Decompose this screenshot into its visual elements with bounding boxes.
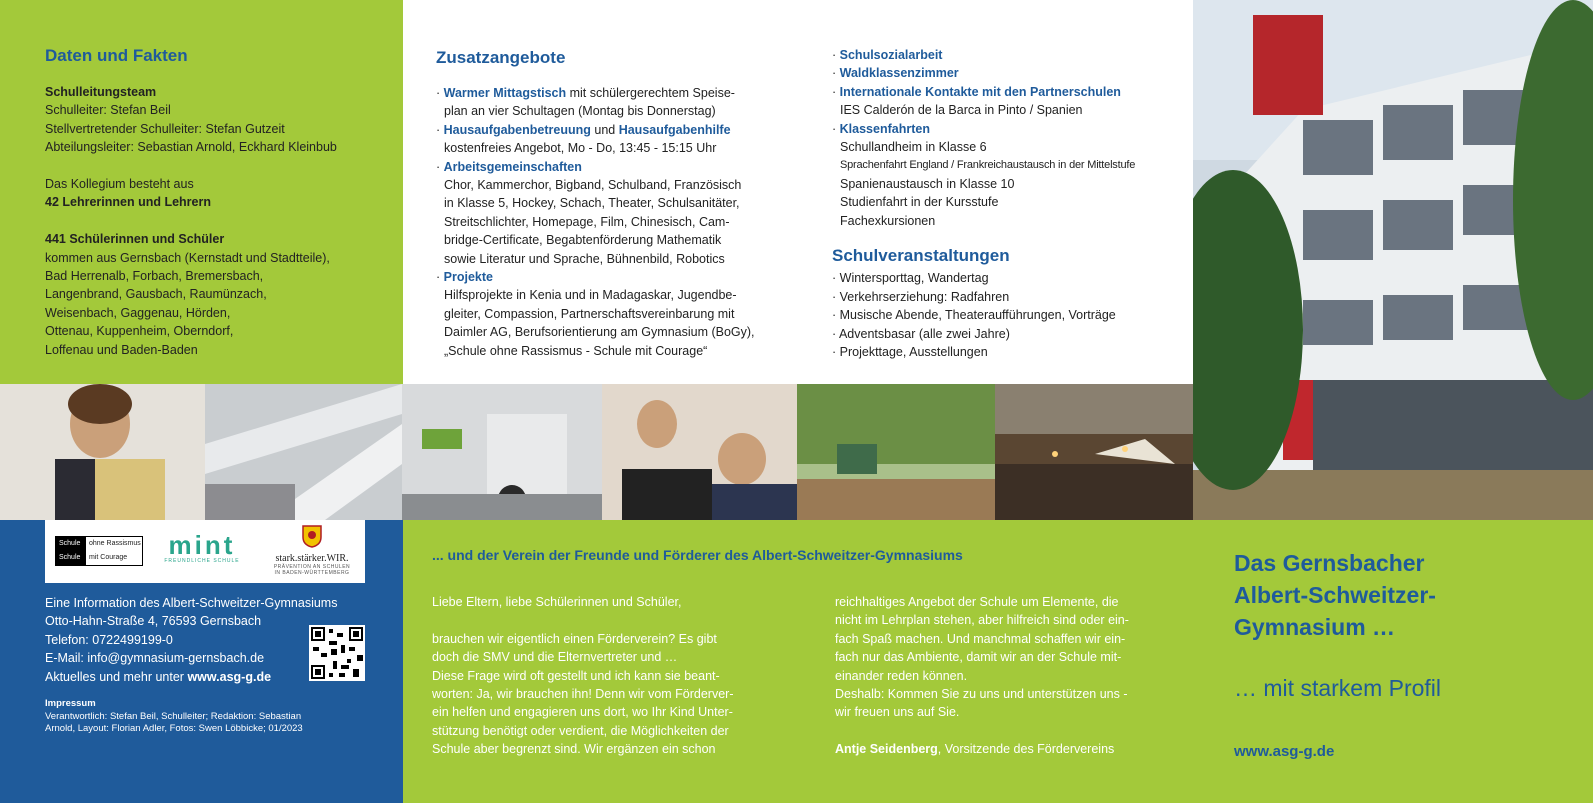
impressum-line: Arnold, Layout: Florian Adler, Fotos: Swen Löbbicke; 01/2023	[45, 723, 303, 734]
signature: Antje Seidenberg, Vorsitzende des Fördervereins	[835, 742, 1115, 757]
event-item: · Projekttage, Ausstellungen	[832, 345, 988, 360]
greeting: Liebe Eltern, liebe Schülerinnen und Schüler,	[432, 595, 682, 609]
partner-school: IES Calderón de la Barca in Pinto / Spanien	[840, 103, 1083, 118]
events-title: Schulveranstaltungen	[832, 246, 1010, 266]
offers-title: Zusatzangebote	[436, 48, 566, 67]
project-line: gleiter, Compassion, Partnerschaftsvereinbarung mit	[444, 306, 735, 321]
paragraph-line: fach nur das Ambiente, damit wir an der Schule mit-	[835, 650, 1122, 665]
offer-item: · Warmer Mittagstisch mit schülergerechtem Speise-	[436, 86, 735, 100]
leader-line: Stellvertretender Schulleiter: Stefan Gutzeit	[45, 121, 285, 136]
photo-robotics	[402, 384, 602, 520]
offer-item: · Projekte	[436, 270, 493, 285]
phone[interactable]: Telefon: 0722499199-0	[45, 632, 173, 647]
school-building-photo	[1193, 0, 1593, 520]
paragraph-line: wir freuen uns auf Sie.	[835, 705, 960, 720]
cover-title-line: Das Gernsbacher	[1234, 550, 1425, 576]
offer-detail: plan an vier Schultagen (Montag bis Donnerstag)	[444, 104, 716, 119]
town-line: Weisenbach, Gaggenau, Hörden,	[45, 305, 231, 320]
offer-item: · Klassenfahrten	[832, 121, 930, 136]
ag-line: sowie Literatur und Sprache, Bühnenbild, Robotics	[444, 251, 725, 266]
website-line: Aktuelles und mehr unter www.asg-g.de	[45, 669, 272, 684]
staff-count: 42 Lehrerinnen und Lehrern	[45, 195, 212, 210]
schule-ohne-rassismus-logo: Schule ohne Rassismus Schule mit Courage	[55, 536, 143, 566]
impressum-line: Verantwortlich: Stefan Beil, Schulleiter; Redaktion: Sebastian	[45, 710, 302, 722]
coat-of-arms-icon	[301, 524, 323, 548]
trip-line: Schullandheim in Klasse 6	[840, 140, 987, 155]
qr-code[interactable]	[309, 625, 365, 681]
ag-line: bridge-Certificate, Begabtenförderung Mathematik	[444, 233, 722, 248]
cover-title-line: Albert-Schweitzer-	[1234, 582, 1436, 608]
cover-subtitle: … mit starkem Profil	[1234, 675, 1442, 701]
paragraph-line: stützung benötigt oder verdient, die Möglichkeiten der	[432, 723, 729, 738]
mint-logo: mint FREUNDLICHE SCHULE	[164, 530, 240, 564]
project-line: Hilfsprojekte in Kenia und in Madagaskar, Jugendbe-	[444, 288, 737, 303]
contact-panel	[0, 520, 403, 803]
project-line: Daimler AG, Berufsorientierung am Gymnasium (BoGy),	[444, 325, 755, 340]
paragraph-line: doch die SMV und die Elternvertreter und …	[432, 650, 678, 665]
logo-box	[45, 520, 365, 583]
event-item: · Musische Abende, Theateraufführungen, Vorträge	[832, 308, 1116, 323]
photo-stairwell	[205, 384, 402, 520]
offer-detail: kostenfreies Angebot, Mo - Do, 13:45 - 15:15 Uhr	[444, 141, 717, 156]
photo-advent-bazaar	[995, 384, 1193, 520]
paragraph-line: brauchen wir eigentlich einen Förderverein? Es gibt	[432, 631, 717, 646]
trip-line: Fachexkursionen	[840, 213, 936, 228]
offers-panel	[403, 0, 1193, 384]
paragraph-line: Diese Frage wird oft gestellt und ich kann sie beant-	[432, 668, 720, 683]
paragraph-line: einander reden können.	[835, 668, 968, 683]
offer-item: · Hausaufgabenbetreuung und Hausaufgabenhilfe	[436, 122, 731, 137]
student-count: 441 Schülerinnen und Schüler	[45, 232, 225, 247]
paragraph-line: reichhaltiges Angebot der Schule um Elemente, die	[835, 595, 1119, 609]
info-line: Eine Information des Albert-Schweitzer-Gymnasiums	[45, 596, 338, 610]
leader-line: Abteilungsleiter: Sebastian Arnold, Eckhard Kleinbub	[45, 140, 337, 155]
ag-line: Chor, Kammerchor, Bigband, Schulband, Französisch	[444, 178, 742, 193]
paragraph-line: Schule aber begrenzt sind. Wir ergänzen ein schon	[432, 742, 716, 757]
leader-line: Schulleiter: Stefan Beil	[45, 103, 171, 118]
town-line: kommen aus Gernsbach (Kernstadt und Stadtteile),	[45, 250, 330, 265]
impressum-title: Impressum	[45, 698, 96, 709]
event-item: · Wintersporttag, Wandertag	[832, 271, 989, 286]
ag-line: in Klasse 5, Hockey, Schach, Theater, Schulsanitäter,	[444, 196, 740, 211]
trip-line: Sprachenfahrt England / Frankreichaustausch in der Mittelstufe	[840, 159, 1136, 172]
town-line: Ottenau, Kuppenheim, Oberndorf,	[45, 324, 234, 339]
stark-staerker-wir-logo: stark.stärker.WIR. PRÄVENTION AN SCHULEN IN BADEN-WÜRTTEMBERG	[263, 524, 361, 576]
paragraph-line: fach Spaß machen. Und manchmal schaffen wir ein-	[835, 631, 1126, 646]
cover-website-link[interactable]: www.asg-g.de	[1234, 743, 1335, 760]
cover-panel	[1193, 520, 1593, 803]
photo-students-tablet	[602, 384, 797, 520]
leadership-heading: Schulleitungsteam	[45, 85, 157, 99]
facts-panel	[0, 0, 403, 384]
verein-panel	[403, 520, 1193, 803]
event-item: · Adventsbasar (alle zwei Jahre)	[832, 326, 1010, 341]
offer-item: · Waldklassenzimmer	[832, 66, 959, 81]
trip-line: Spanienaustausch in Klasse 10	[840, 176, 1015, 191]
address: Otto-Hahn-Straße 4, 76593 Gernsbach	[45, 614, 262, 629]
paragraph-line: worten: Ja, wir brauchen ihn! Denn wir vom Förderver-	[432, 687, 734, 702]
paragraph-line: Deshalb: Kommen Sie zu uns und unterstützen uns -	[835, 687, 1128, 702]
email[interactable]: E-Mail: info@gymnasium-gernsbach.de	[45, 651, 265, 666]
photo-forest-classroom	[797, 384, 995, 520]
offer-item: · Internationale Kontakte mit den Partnerschulen	[832, 84, 1121, 99]
staff-intro: Das Kollegium besteht aus	[45, 177, 194, 192]
cover-title-line: Gymnasium …	[1234, 614, 1396, 640]
offer-item: · Schulsozialarbeit	[832, 48, 943, 62]
project-line: „Schule ohne Rassismus - Schule mit Courage“	[444, 343, 708, 358]
offer-item: · Arbeitsgemeinschaften	[436, 159, 582, 174]
town-line: Bad Herrenalb, Forbach, Bremersbach,	[45, 269, 264, 284]
event-item: · Verkehrserziehung: Radfahren	[832, 289, 1010, 304]
town-line: Loffenau und Baden-Baden	[45, 342, 198, 357]
paragraph-line: nicht im Lehrplan stehen, aber hilfreich sind oder ein-	[835, 613, 1129, 628]
verein-title: ... und der Verein der Freunde und Förderer des Albert-Schweitzer-Gymnasiums	[432, 547, 963, 563]
trip-line: Studienfahrt in der Kursstufe	[840, 195, 999, 210]
website-link[interactable]: www.asg-g.de	[187, 669, 272, 684]
facts-title: Daten und Fakten	[45, 46, 188, 65]
paragraph-line: ein helfen und engagieren uns dort, wo Ihr Kind Unter-	[432, 705, 733, 720]
ag-line: Streitschlichter, Homepage, Film, Chinesisch, Cam-	[444, 214, 730, 229]
photo-student-with-book	[0, 384, 205, 520]
town-line: Langenbrand, Gausbach, Raumünzach,	[45, 287, 267, 302]
